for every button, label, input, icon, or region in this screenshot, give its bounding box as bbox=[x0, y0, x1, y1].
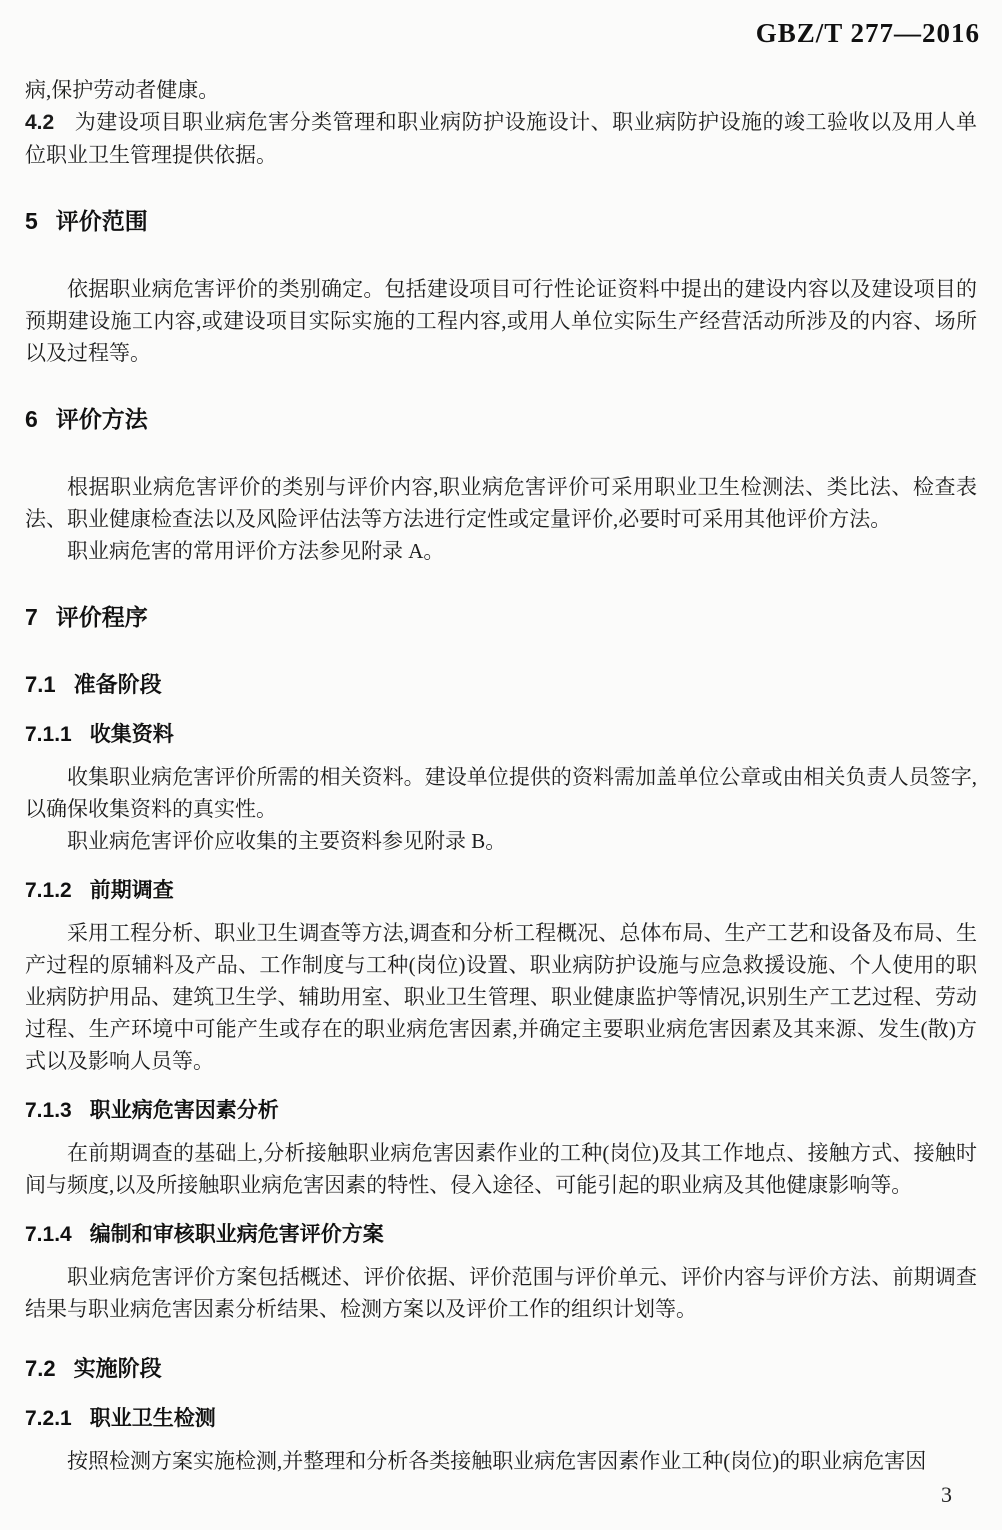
section-title: 职业病危害因素分析 bbox=[89, 1099, 279, 1122]
section-7-1-3-paragraph: 在前期调查的基础上,分析接触职业病危害因素作业的工种(岗位)及其工作地点、接触方式、接触时间与频度,以及所接触职业病危害因素的特性、侵入途径、可能引起的职业病及其他健康影响等。 bbox=[25, 1141, 977, 1197]
clause-number: 4.2 bbox=[25, 111, 55, 134]
section-7-1-3-heading bbox=[25, 1095, 977, 1127]
section-7-2-heading bbox=[25, 1353, 977, 1385]
section-number: 7.1.3 bbox=[25, 1099, 72, 1122]
section-7-1-1-paragraph-1: 收集职业病危害评价所需的相关资料。建设单位提供的资料需加盖单位公章或由相关负责人员签字,以确保收集资料的真实性。 bbox=[25, 765, 977, 821]
section-7-1-1-paragraph-2: 职业病危害评价应收集的主要资料参见附录 B。 bbox=[67, 829, 507, 853]
section-title: 实施阶段 bbox=[73, 1356, 162, 1381]
clause-4-2-paragraph bbox=[25, 106, 977, 171]
section-7-heading bbox=[25, 601, 977, 633]
section-7-2-1-paragraph: 按照检测方案实施检测,并整理和分析各类接触职业病危害因素作业工种(岗位)的职业病危害因 bbox=[67, 1449, 927, 1473]
page-number: 3 bbox=[941, 1482, 952, 1507]
section-7-1-1-heading bbox=[25, 719, 977, 751]
section-title: 评价范围 bbox=[55, 208, 148, 234]
section-number: 6 bbox=[25, 406, 38, 432]
section-number: 7.1.4 bbox=[25, 1223, 72, 1246]
section-number: 7.1.2 bbox=[25, 879, 72, 902]
section-number: 7.2.1 bbox=[25, 1407, 72, 1430]
section-title: 职业卫生检测 bbox=[89, 1407, 216, 1430]
section-number: 7 bbox=[25, 604, 38, 630]
page-content bbox=[25, 0, 977, 1477]
section-6-paragraph-2: 职业病危害的常用评价方法参见附录 A。 bbox=[67, 539, 445, 563]
section-title: 评价方法 bbox=[55, 406, 148, 432]
section-7-1-2-paragraph: 采用工程分析、职业卫生调查等方法,调查和分析工程概况、总体布局、生产工艺和设备及布局、生产过程的原辅料及产品、工作制度与工种(岗位)设置、职业病防护设施与应急救援设施、个人使用的职业病防护用品、建筑卫生学、辅助用室、职业卫生管理、职业健康监护等情况,识别生产工艺过程、劳动过程、生产环境中可能产生或存在的职业病危害因素,并确定主要职业病危害因素及其来源、发生(散)方式以及影响人员等。 bbox=[25, 921, 977, 1073]
standard-code-header: GBZ/T 277—2016 bbox=[755, 18, 980, 48]
section-number: 7.1 bbox=[25, 672, 56, 697]
clause-text: 为建设项目职业病危害分类管理和职业病防护设施设计、职业病防护设施的竣工验收以及用人单位职业卫生管理提供依据。 bbox=[25, 110, 977, 167]
section-title: 编制和审核职业病危害评价方案 bbox=[89, 1223, 384, 1246]
section-number: 7.2 bbox=[25, 1356, 56, 1381]
section-7-1-2-heading bbox=[25, 875, 977, 907]
section-number: 7.1.1 bbox=[25, 723, 72, 746]
section-6-paragraph-1: 根据职业病危害评价的类别与评价内容,职业病危害评价可采用职业卫生检测法、类比法、检查表法、职业健康检查法以及风险评估法等方法进行定性或定量评价,必要时可采用其他评价方法。 bbox=[25, 475, 977, 531]
section-5-heading bbox=[25, 205, 977, 237]
section-7-2-1-heading bbox=[25, 1403, 977, 1435]
section-7-1-4-heading bbox=[25, 1219, 977, 1251]
section-7-1-4-paragraph: 职业病危害评价方案包括概述、评价依据、评价范围与评价单元、评价内容与评价方法、前期调查结果与职业病危害因素分析结果、检测方案以及评价工作的组织计划等。 bbox=[25, 1265, 977, 1321]
section-number: 5 bbox=[25, 208, 38, 234]
section-title: 评价程序 bbox=[55, 604, 148, 630]
section-title: 准备阶段 bbox=[73, 672, 162, 697]
section-title: 前期调查 bbox=[89, 879, 174, 902]
section-6-heading bbox=[25, 403, 977, 435]
section-5-paragraph: 依据职业病危害评价的类别确定。包括建设项目可行性论证资料中提出的建设内容以及建设项目的预期建设施工内容,或建设项目实际实施的工程内容,或用人单位实际生产经营活动所涉及的内容、场所以及过程等。 bbox=[25, 277, 977, 365]
paragraph-continuation: 病,保护劳动者健康。 bbox=[25, 78, 220, 102]
section-title: 收集资料 bbox=[89, 723, 174, 746]
section-7-1-heading bbox=[25, 669, 977, 701]
